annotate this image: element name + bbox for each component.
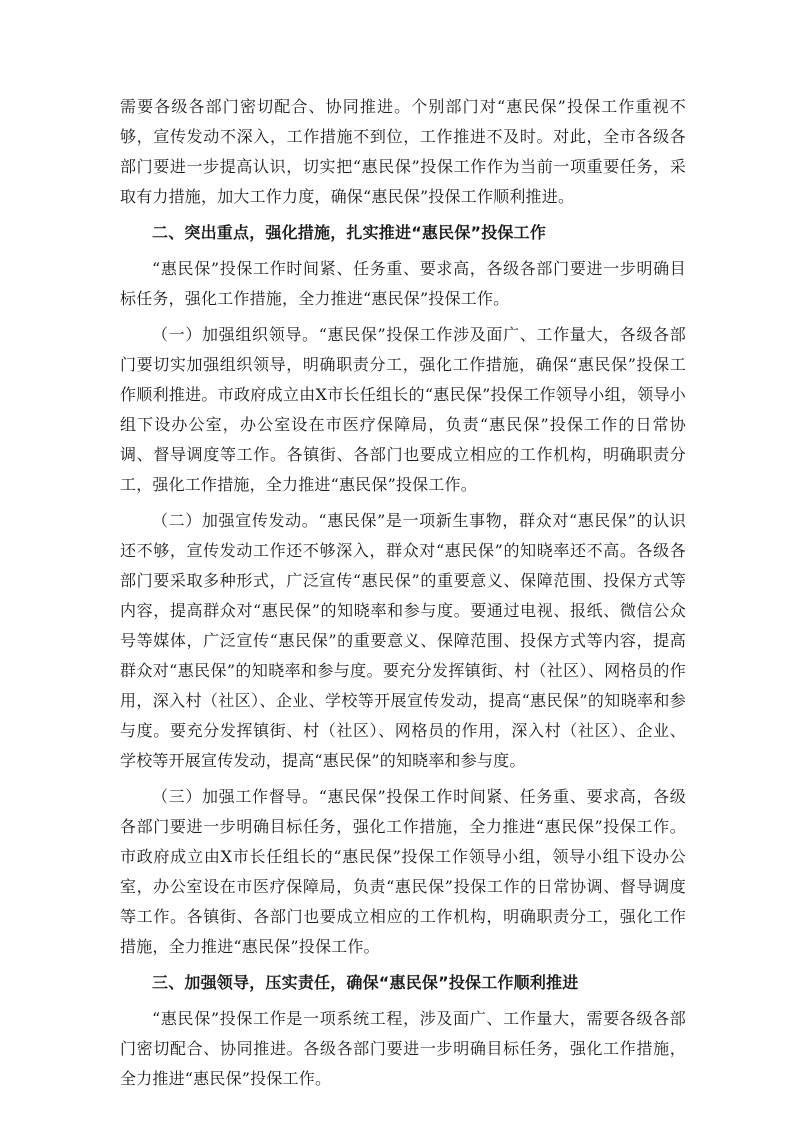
section-heading-3: 三、加强领导，压实责任，确保“惠民保”投保工作顺利推进: [152, 973, 579, 992]
paragraph-item-1: （一）加强组织领导。“惠民保”投保工作涉及面广、工作量大，各级各部门要切实加强组织领导，明确职责分工，强化工作措施，确保“惠民保”投保工作顺利推进。市政府成立由X市长任组长的“惠民保”投保工作领导小组，领导小组下设办公室，办公室设在市医疗保障局，负责“惠民保”投保工作的日常协调、督导调度等工作。各镇街、各部门也要成立相应的工作机构，明确职责分工，强化工作措施，全力推进“惠民保”投保工作。: [120, 325, 686, 494]
paragraph-closing: “惠民保”投保工作是一项系统工程，涉及面广、工作量大，需要各级各部门密切配合、协同推进。各级各部门要进一步明确目标任务，强化工作措施，全力推进“惠民保”投保工作。: [120, 1009, 686, 1088]
section-heading-2: 二、突出重点，强化措施，扎实推进“惠民保”投保工作: [152, 223, 547, 242]
document-body: [120, 92, 686, 1100]
paragraph-item-3: （三）加强工作督导。“惠民保”投保工作时间紧、任务重、要求高，各级各部门要进一步明确目标任务，强化工作措施，全力推进“惠民保”投保工作。市政府成立由X市长任组长的“惠民保”投保工作领导小组，领导小组下设办公室，办公室设在市医疗保障局，负责“惠民保”投保工作的日常协调、督导调度等工作。各镇街、各部门也要成立相应的工作机构，明确职责分工，强化工作措施，全力推进“惠民保”投保工作。: [120, 787, 686, 956]
paragraph-intro: “惠民保”投保工作时间紧、任务重、要求高，各级各部门要进一步明确目标任务，强化工作措施，全力推进“惠民保”投保工作。: [120, 259, 686, 308]
paragraph-item-2: （二）加强宣传发动。“惠民保”是一项新生事物，群众对“惠民保”的认识还不够，宣传发动工作还不够深入，群众对“惠民保”的知晓率还不高。各级各部门要采取多种形式，广泛宣传“惠民保”的重要意义、保障范围、投保方式等内容，提高群众对“惠民保”的知晓率和参与度。要通过电视、报纸、微信公众号等媒体，广泛宣传“惠民保”的重要意义、保障范围、投保方式等内容，提高群众对“惠民保”的知晓率和参与度。要充分发挥镇街、村（社区）、网格员的作用，深入村（社区）、企业、学校等开展宣传发动，提高“惠民保”的知晓率和参与度。要充分发挥镇街、村（社区）、网格员的作用，深入村（社区）、企业、学校等开展宣传发动，提高“惠民保”的知晓率和参与度。: [120, 511, 686, 770]
paragraph-continuation: 需要各级各部门密切配合、协同推进。个别部门对“惠民保”投保工作重视不够，宣传发动不深入，工作措施不到位，工作推进不及时。对此，全市各级各部门要进一步提高认识，切实把“惠民保”投保工作作为当前一项重要任务，采取有力措施，加大工作力度，确保“惠民保”投保工作顺利推进。: [120, 97, 686, 206]
